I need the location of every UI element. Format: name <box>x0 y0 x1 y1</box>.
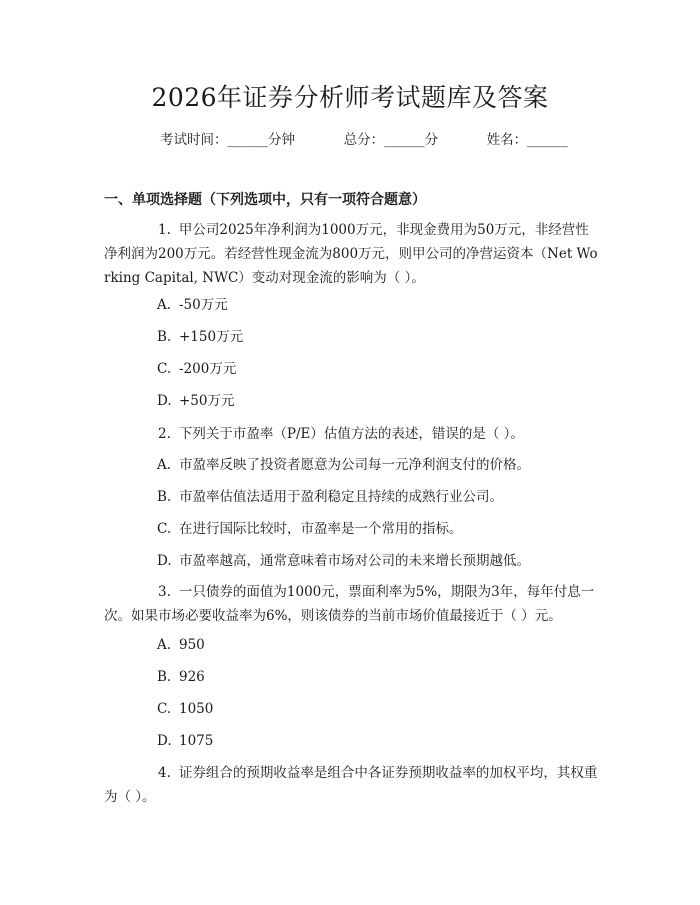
section-heading-single-choice: 一、单项选择题（下列选项中，只有一项符合题意） <box>104 192 426 208</box>
option-3a <box>157 634 205 656</box>
option-label: C. <box>157 701 172 717</box>
option-label: A. <box>157 637 172 653</box>
student-name: 姓名：______ <box>486 132 568 148</box>
question-text: 证券组合的预期收益率是组合中各证券预期收益率的加权平均，其权重为（ ）。 <box>104 765 598 805</box>
option-2b <box>157 486 503 508</box>
option-1b <box>157 326 243 348</box>
option-text: 市盈率越高，通常意味着市场对公司的未来增长预期越低。 <box>179 553 530 569</box>
option-text: +50万元 <box>179 393 235 409</box>
option-text: 926 <box>179 669 205 685</box>
option-text: 1050 <box>179 701 214 717</box>
option-1a <box>157 294 228 316</box>
exam-time: 考试时间：______分钟 <box>160 132 295 148</box>
option-text: 950 <box>179 637 205 653</box>
option-2c <box>157 518 463 540</box>
option-text: -50万元 <box>179 297 228 313</box>
option-text: -200万元 <box>179 361 237 377</box>
question-number: 1. <box>158 222 171 238</box>
exam-meta <box>160 130 568 150</box>
question-number: 3. <box>158 584 171 600</box>
option-label: B. <box>157 669 172 685</box>
question-3 <box>104 580 598 628</box>
option-2d <box>157 550 530 572</box>
option-text: 1075 <box>179 733 214 749</box>
option-label: D. <box>157 553 172 569</box>
option-text: +150万元 <box>179 329 244 345</box>
question-number: 4. <box>158 765 171 781</box>
option-label: C. <box>157 521 172 537</box>
option-label: D. <box>157 733 172 749</box>
option-text: 在进行国际比较时，市盈率是一个常用的指标。 <box>179 521 463 537</box>
question-text: 甲公司2025年净利润为1000万元，非现金费用为50万元，非经营性净利润为200万元。若经营性现金流为800万元，则甲公司的净营运资本（Net Working Capital, NWC）变动对现金流的影响为（ ）。 <box>104 222 598 286</box>
question-number: 2. <box>158 426 171 442</box>
question-text: 下列关于市盈率（P/E）估值方法的表述，错误的是（ ）。 <box>178 426 524 442</box>
question-2 <box>104 422 598 446</box>
option-label: B. <box>157 329 172 345</box>
total-score: 总分：______分 <box>343 132 439 148</box>
option-label: C. <box>157 361 172 377</box>
option-3c <box>157 698 213 720</box>
option-label: B. <box>157 489 172 505</box>
question-4 <box>104 761 598 809</box>
option-label: A. <box>157 457 172 473</box>
option-label: D. <box>157 393 172 409</box>
option-3d <box>157 730 213 752</box>
option-3b <box>157 666 205 688</box>
option-1c <box>157 358 236 380</box>
page-title: 2026年证券分析师考试题库及答案 <box>151 83 549 112</box>
option-label: A. <box>157 297 172 313</box>
question-1 <box>104 218 598 290</box>
option-2a <box>157 454 530 476</box>
option-text: 市盈率估值法适用于盈利稳定且持续的成熟行业公司。 <box>179 489 503 505</box>
option-1d <box>157 390 235 412</box>
question-text: 一只债券的面值为1000元，票面利率为5%，期限为3年，每年付息一次。如果市场必要收益率为6%，则该债券的当前市场价值最接近于（ ）元。 <box>104 584 595 624</box>
option-text: 市盈率反映了投资者愿意为公司每一元净利润支付的价格。 <box>179 457 530 473</box>
